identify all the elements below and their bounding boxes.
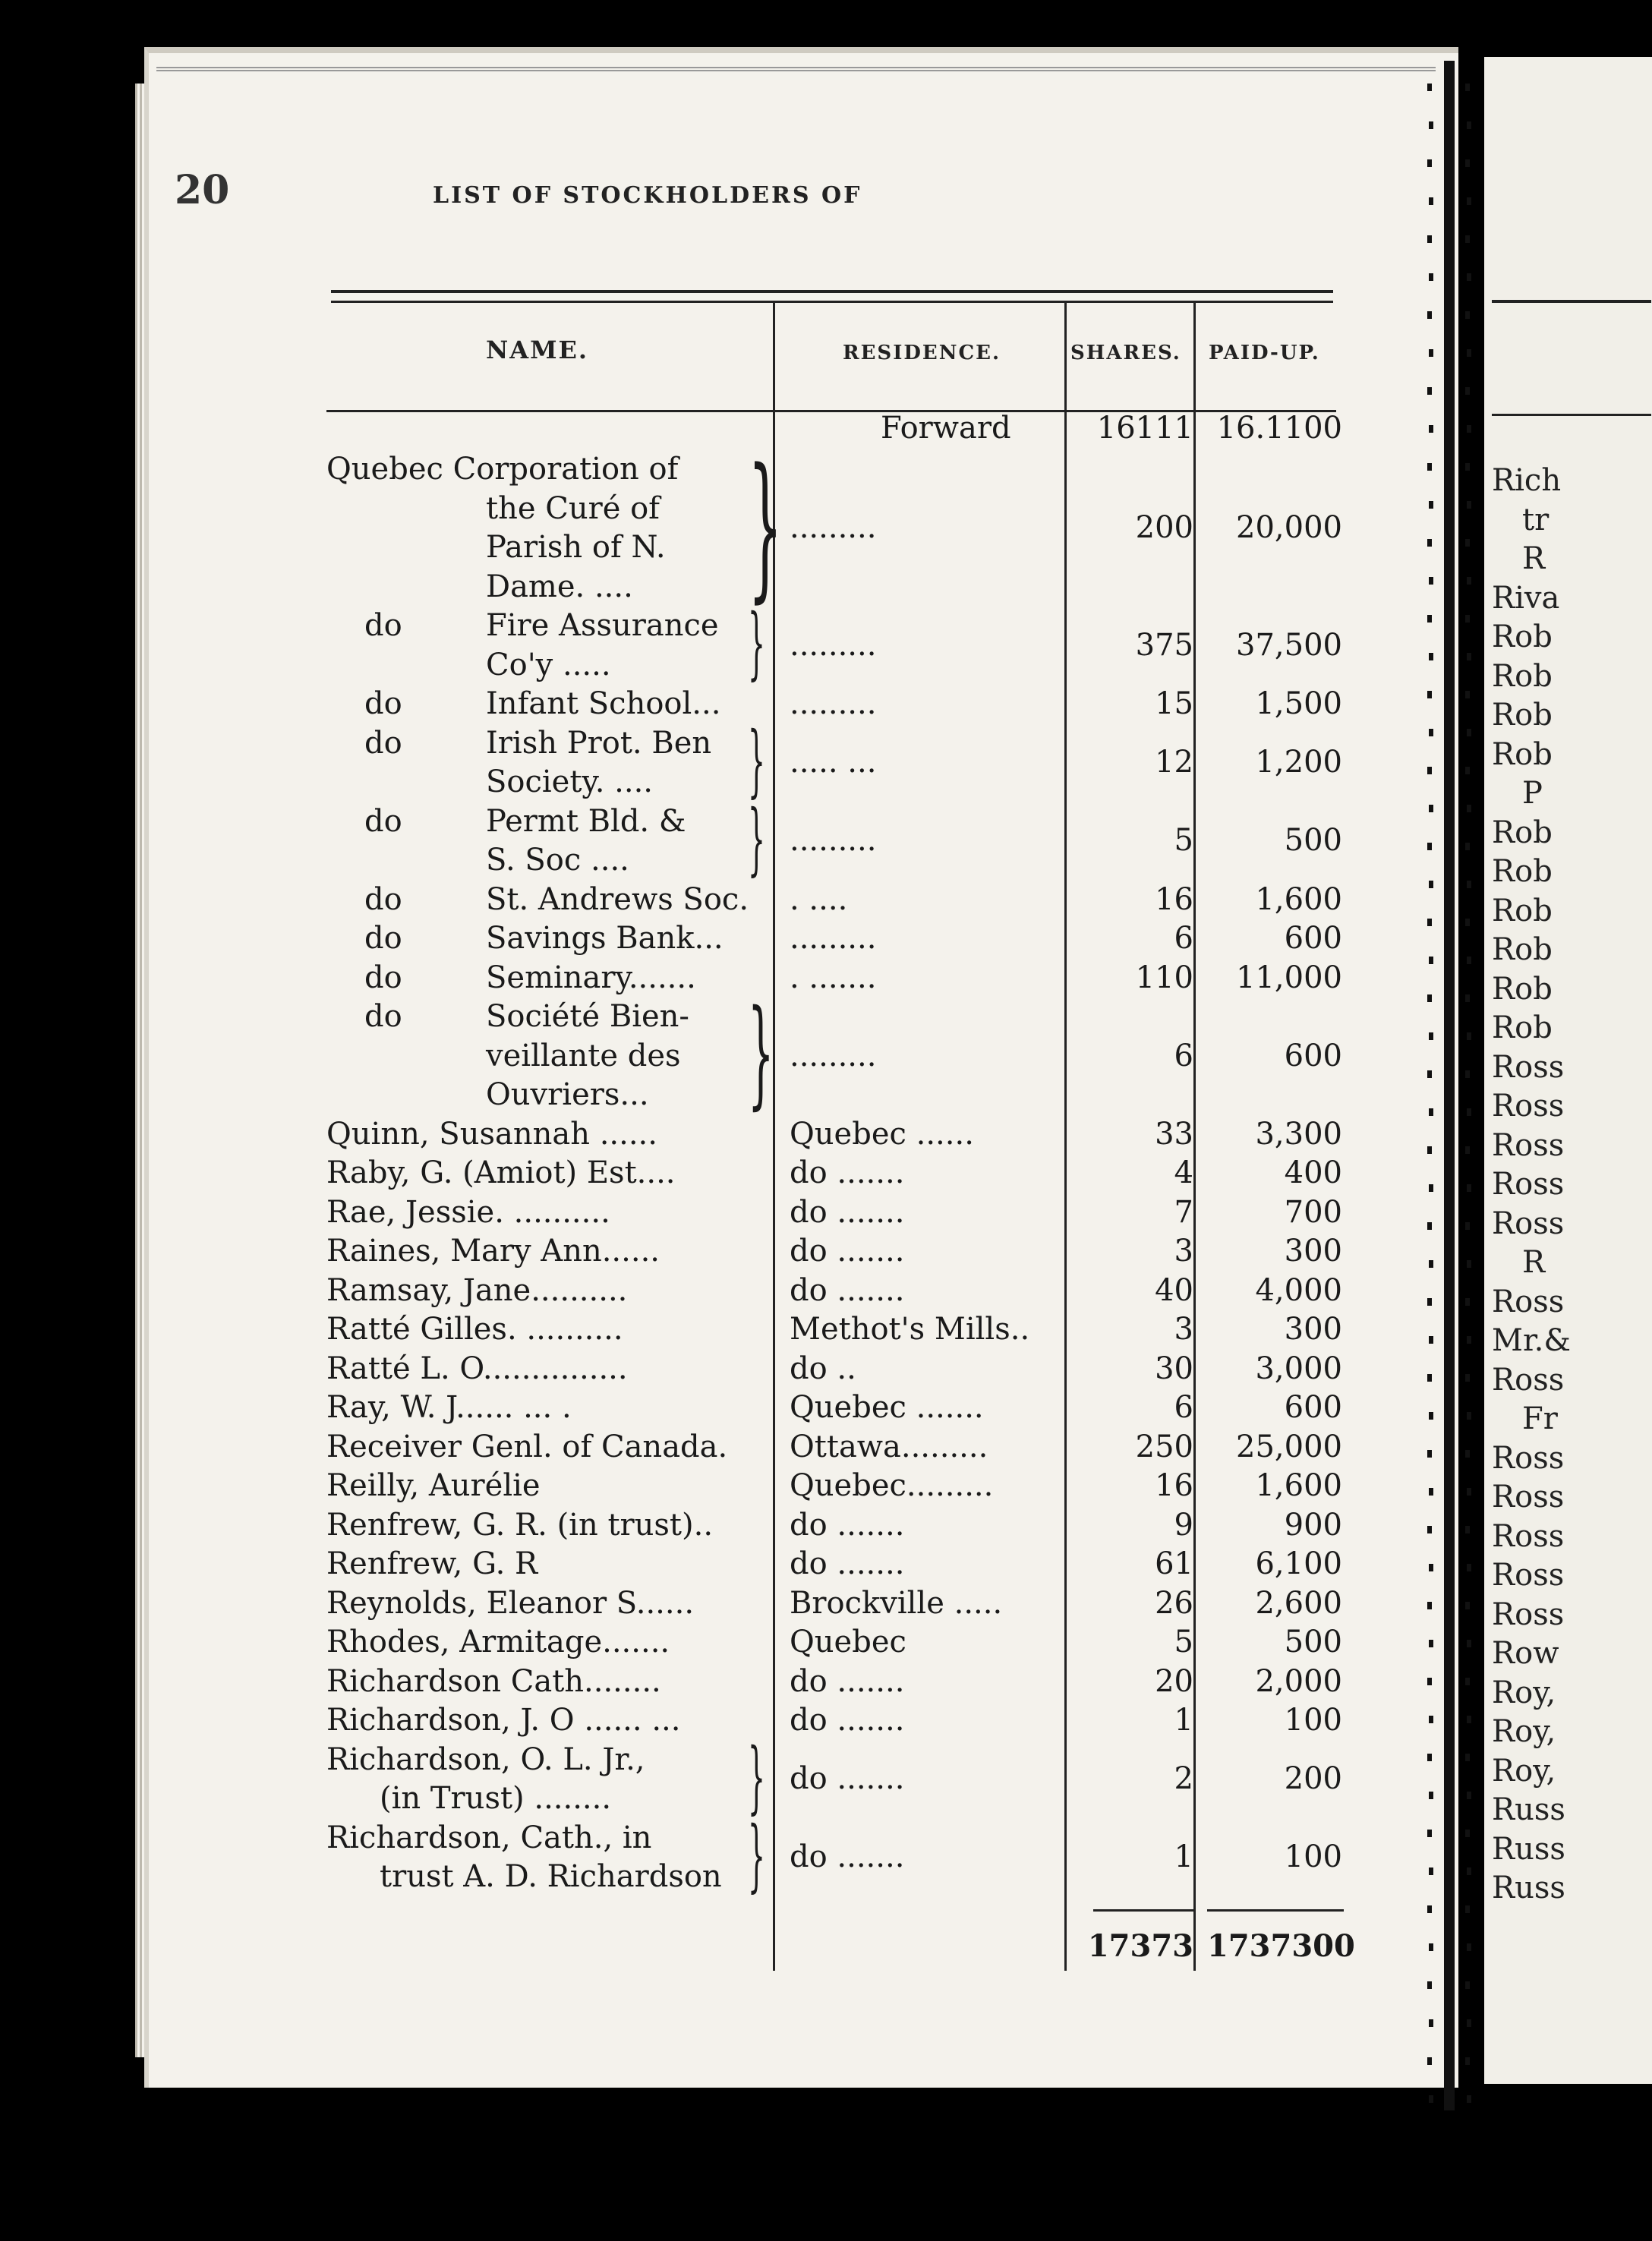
binding-dot xyxy=(1429,1868,1433,1875)
right-page-line: Ross xyxy=(1492,1127,1565,1163)
brace-icon: } xyxy=(748,714,765,806)
binding-dot xyxy=(1429,1336,1433,1344)
binding-dot xyxy=(1427,311,1432,319)
cell-residence: do .. xyxy=(790,1351,856,1386)
cell-residence: ..... ... xyxy=(790,745,877,780)
cell-paid: 37,500 xyxy=(1236,627,1342,663)
binding-dot xyxy=(1427,1905,1432,1913)
cell-shares: 30 xyxy=(1155,1351,1193,1386)
binding-dot xyxy=(1429,1184,1433,1192)
binding-dot xyxy=(1465,691,1470,698)
cell-shares: 1 xyxy=(1174,1839,1193,1875)
binding-dot xyxy=(1427,1374,1432,1382)
cell-shares: 4 xyxy=(1174,1155,1193,1190)
right-page-line: Russ xyxy=(1492,1871,1565,1905)
binding-dot xyxy=(1427,919,1432,926)
stockholder-name: Savings Bank... xyxy=(486,921,724,956)
stockholder-name: Quebec Corporation of xyxy=(326,452,679,487)
binding-dot xyxy=(1465,1222,1470,1230)
right-page-line: Rob xyxy=(1492,1010,1553,1045)
stockholder-name: Raby, G. (Amiot) Est.... xyxy=(326,1155,676,1190)
cell-paid: 600 xyxy=(1284,1038,1342,1073)
binding-dot xyxy=(1465,1678,1470,1685)
right-page-line: Rob xyxy=(1492,658,1553,694)
cell-shares: 61 xyxy=(1155,1546,1193,1581)
binding-dot xyxy=(1465,539,1470,547)
cell-paid: 1,600 xyxy=(1255,1468,1342,1503)
binding-dot xyxy=(1465,843,1470,850)
cell-residence: do ....... xyxy=(790,1761,905,1797)
right-page-line: Ross xyxy=(1492,1518,1565,1554)
stockholder-name: Ratté Gilles. .......... xyxy=(326,1312,623,1347)
right-page-line: Rich xyxy=(1492,463,1562,498)
ditto-prefix: do xyxy=(364,725,402,761)
stockholder-name: S. Soc .... xyxy=(486,843,629,878)
cell-paid: 2,600 xyxy=(1255,1585,1342,1621)
stockholder-name: Rae, Jessie. .......... xyxy=(326,1194,610,1230)
binding-dot xyxy=(1429,1564,1433,1571)
binding-dot xyxy=(1429,349,1433,357)
cell-paid: 2,000 xyxy=(1255,1663,1342,1699)
binding-dot xyxy=(1427,1146,1432,1154)
col-header-name: NAME. xyxy=(486,336,589,364)
book-gutter xyxy=(1427,61,1480,2110)
binding-dot xyxy=(1427,767,1432,774)
right-page-line: Ross xyxy=(1492,1480,1565,1514)
cell-shares: 16 xyxy=(1155,1468,1193,1503)
cell-residence: ......... xyxy=(790,686,877,721)
stockholder-name: Reilly, Aurélie xyxy=(326,1468,541,1503)
forward-paid: 16.1100 xyxy=(1216,411,1342,446)
binding-dot xyxy=(1465,1905,1470,1913)
cell-paid: 3,300 xyxy=(1255,1116,1342,1152)
cell-residence: ......... xyxy=(790,627,877,663)
cell-residence: Methot's Mills.. xyxy=(790,1312,1030,1347)
binding-dot xyxy=(1427,1450,1432,1458)
cell-shares: 7 xyxy=(1174,1194,1193,1230)
binding-dot xyxy=(1429,121,1433,129)
binding-dot xyxy=(1427,387,1432,395)
top-rule xyxy=(156,67,1436,71)
binding-dot xyxy=(1427,691,1432,698)
right-page-line: Ross xyxy=(1492,1089,1565,1124)
cell-residence: ......... xyxy=(790,921,877,956)
cell-residence: do ....... xyxy=(790,1272,905,1308)
binding-dot xyxy=(1427,615,1432,622)
brace-icon: } xyxy=(748,597,765,689)
binding-dot xyxy=(1429,1412,1433,1420)
binding-dot xyxy=(1467,1640,1471,1647)
cell-paid: 1,600 xyxy=(1255,881,1342,917)
binding-dot xyxy=(1465,311,1470,319)
binding-dot xyxy=(1467,1184,1471,1192)
cell-paid: 200 xyxy=(1284,1761,1342,1797)
forward-shares: 16111 xyxy=(1096,411,1193,446)
binding-dot xyxy=(1467,2019,1471,2027)
binding-dot xyxy=(1465,994,1470,1002)
ditto-prefix: do xyxy=(364,608,402,643)
binding-dot xyxy=(1429,805,1433,812)
right-page-line: Rob xyxy=(1492,815,1553,850)
cell-residence: ......... xyxy=(790,510,877,546)
right-page-rule xyxy=(1492,300,1651,303)
binding-dot xyxy=(1429,2019,1433,2027)
binding-dot xyxy=(1427,994,1432,1002)
binding-dot xyxy=(1429,1716,1433,1723)
ditto-prefix: do xyxy=(364,686,402,721)
cell-paid: 600 xyxy=(1284,921,1342,956)
binding-dot xyxy=(1467,1336,1471,1344)
right-page-line: Ross xyxy=(1492,1167,1565,1202)
cell-shares: 9 xyxy=(1174,1507,1193,1543)
right-page-line: Ross xyxy=(1492,1049,1565,1085)
cell-paid: 100 xyxy=(1284,1703,1342,1738)
cell-paid: 400 xyxy=(1284,1155,1342,1190)
right-page-line: Ross xyxy=(1492,1284,1565,1319)
stockholder-name: Reynolds, Eleanor S...... xyxy=(326,1585,695,1621)
stockholder-name: Ouvriers... xyxy=(486,1077,649,1112)
right-page-line: Ross xyxy=(1492,1558,1565,1593)
cell-shares: 16 xyxy=(1155,881,1193,917)
cell-shares: 26 xyxy=(1155,1585,1193,1621)
stockholder-name: Ramsay, Jane.......... xyxy=(326,1272,628,1308)
binding-dot xyxy=(1467,1868,1471,1875)
binding-dot xyxy=(1429,577,1433,585)
right-page-line: Rob xyxy=(1492,854,1553,889)
binding-dot xyxy=(1467,121,1471,129)
binding-dot xyxy=(1465,1374,1470,1382)
brace-icon: } xyxy=(748,793,765,884)
cell-paid: 6,100 xyxy=(1255,1546,1342,1581)
binding-dot xyxy=(1467,805,1471,812)
cell-paid: 300 xyxy=(1284,1234,1342,1269)
right-page-line: Ross xyxy=(1492,1206,1565,1241)
right-page-line: Ross xyxy=(1492,1362,1565,1398)
binding-dot xyxy=(1467,729,1471,736)
right-page-line: Mr.& xyxy=(1492,1323,1572,1358)
cell-shares: 375 xyxy=(1135,627,1193,663)
binding-dot xyxy=(1465,1146,1470,1154)
binding-dot xyxy=(1465,1830,1470,1837)
cell-residence: ......... xyxy=(790,823,877,859)
binding-dot xyxy=(1427,1678,1432,1685)
stockholder-name: St. Andrews Soc. xyxy=(486,881,749,917)
total-paid: 1737300 xyxy=(1207,1928,1355,1964)
cell-shares: 40 xyxy=(1155,1272,1193,1308)
right-page-line: Riva xyxy=(1492,580,1560,616)
right-page-line: Rob xyxy=(1492,698,1553,733)
cell-residence: do ....... xyxy=(790,1194,905,1230)
binding-dot xyxy=(1429,729,1433,736)
cell-paid: 1,500 xyxy=(1255,686,1342,721)
right-page-line: Roy, xyxy=(1492,1753,1556,1789)
right-page-line: tr xyxy=(1522,502,1550,537)
right-page-line: Russ xyxy=(1492,1831,1565,1867)
cell-shares: 5 xyxy=(1174,823,1193,859)
binding-dot xyxy=(1427,1981,1432,1989)
ditto-prefix: do xyxy=(364,881,402,917)
cell-shares: 110 xyxy=(1135,960,1193,995)
binding-dot xyxy=(1427,1526,1432,1533)
binding-dot xyxy=(1465,1070,1470,1078)
binding-dot xyxy=(1429,273,1433,281)
forward-label: Forward xyxy=(881,411,1011,446)
stockholder-name: Ray, W. J...... ... . xyxy=(326,1390,572,1425)
binding-dot xyxy=(1427,1602,1432,1609)
binding-dot xyxy=(1465,159,1470,167)
binding-dot xyxy=(1429,1943,1433,1951)
binding-dot xyxy=(1465,1754,1470,1761)
spine xyxy=(1444,61,1455,2110)
cell-paid: 11,000 xyxy=(1236,960,1342,995)
right-page-line: Roy, xyxy=(1492,1675,1556,1710)
col-header-shares: SHARES. xyxy=(1070,342,1181,364)
cell-paid: 4,000 xyxy=(1255,1272,1342,1308)
binding-dot xyxy=(1467,2095,1471,2103)
binding-dot xyxy=(1427,1222,1432,1230)
brace-icon: } xyxy=(748,985,774,1121)
cell-shares: 15 xyxy=(1155,686,1193,721)
cell-residence: do ....... xyxy=(790,1155,905,1190)
stockholder-name: Seminary....... xyxy=(486,960,696,995)
cell-paid: 1,200 xyxy=(1255,745,1342,780)
right-page-line: Rob xyxy=(1492,932,1553,967)
cell-residence: do ....... xyxy=(790,1703,905,1738)
stockholder-name: (in Trust) ........ xyxy=(380,1781,612,1816)
binding-dot xyxy=(1465,919,1470,926)
total-rule-paid xyxy=(1207,1909,1344,1912)
binding-dot xyxy=(1465,1602,1470,1609)
stockholder-name: Raines, Mary Ann...... xyxy=(326,1234,660,1269)
stockholder-name: Renfrew, G. R xyxy=(326,1546,538,1581)
right-page-line: Ross xyxy=(1492,1596,1565,1632)
right-page-line: Rob xyxy=(1492,736,1553,772)
binding-dot xyxy=(1467,1488,1471,1496)
binding-dot xyxy=(1465,1450,1470,1458)
binding-dot xyxy=(1467,425,1471,433)
binding-dot xyxy=(1467,273,1471,281)
stockholder-name: Quinn, Susannah ...... xyxy=(326,1116,657,1152)
cell-shares: 250 xyxy=(1135,1429,1193,1464)
right-page-line: Roy, xyxy=(1492,1714,1556,1749)
stockholder-name: Dame. .... xyxy=(486,569,633,604)
stockholder-name: Irish Prot. Ben xyxy=(486,725,712,761)
stockholder-name: Co'y ..... xyxy=(486,647,611,682)
right-page-line: R xyxy=(1522,1245,1546,1280)
binding-dot xyxy=(1465,767,1470,774)
divider-shares-paid xyxy=(1193,301,1196,1971)
col-header-paid: PAID-UP. xyxy=(1209,342,1320,364)
brace-icon: } xyxy=(748,1809,765,1901)
binding-dot xyxy=(1427,1754,1432,1761)
cell-residence: Quebec ....... xyxy=(790,1390,984,1425)
stockholder-name: Ratté L. O............... xyxy=(326,1351,628,1386)
ditto-prefix: do xyxy=(364,999,402,1034)
cell-shares: 20 xyxy=(1155,1663,1193,1699)
binding-dot xyxy=(1429,1640,1433,1647)
cell-paid: 25,000 xyxy=(1236,1429,1342,1464)
binding-dot xyxy=(1467,1792,1471,1799)
cell-residence: . ....... xyxy=(790,960,877,995)
binding-dot xyxy=(1427,1830,1432,1837)
binding-dot xyxy=(1429,1032,1433,1040)
binding-dot xyxy=(1427,2057,1432,2065)
stockholder-name: Renfrew, G. R. (in trust).. xyxy=(326,1507,714,1543)
binding-dot xyxy=(1427,84,1432,91)
binding-dot xyxy=(1467,1716,1471,1723)
ditto-prefix: do xyxy=(364,960,402,995)
total-rule-shares xyxy=(1093,1909,1196,1912)
cell-residence: Quebec xyxy=(790,1625,906,1659)
cell-paid: 500 xyxy=(1284,1625,1342,1659)
stockholder-name: Rhodes, Armitage....... xyxy=(326,1625,670,1659)
cell-paid: 500 xyxy=(1284,823,1342,859)
binding-dot xyxy=(1429,1260,1433,1268)
binding-dot xyxy=(1467,197,1471,205)
cell-residence: . .... xyxy=(790,881,848,917)
stockholder-name: the Curé of xyxy=(486,490,660,526)
binding-dot xyxy=(1467,881,1471,888)
cell-paid: 900 xyxy=(1284,1507,1342,1543)
binding-dot xyxy=(1467,577,1471,585)
cell-residence: Ottawa......... xyxy=(790,1429,988,1464)
cell-residence: do ....... xyxy=(790,1546,905,1581)
cell-shares: 33 xyxy=(1155,1116,1193,1152)
stockholder-name: trust A. D. Richardson xyxy=(380,1859,722,1894)
binding-dot xyxy=(1467,1412,1471,1420)
binding-dot xyxy=(1429,1108,1433,1116)
binding-dot xyxy=(1429,1792,1433,1799)
right-page-line: Rob xyxy=(1492,971,1553,1007)
stockholder-name: Richardson, O. L. Jr., xyxy=(326,1741,645,1777)
right-page-rule xyxy=(1492,414,1651,416)
cell-paid: 700 xyxy=(1284,1194,1342,1230)
page-title: LIST OF STOCKHOLDERS OF xyxy=(433,182,862,209)
cell-shares: 6 xyxy=(1174,1038,1193,1073)
cell-paid: 300 xyxy=(1284,1312,1342,1347)
binding-dot xyxy=(1429,881,1433,888)
cell-residence: do ....... xyxy=(790,1663,905,1699)
binding-dot xyxy=(1427,539,1432,547)
cell-residence: Quebec ...... xyxy=(790,1116,974,1152)
binding-dot xyxy=(1467,1260,1471,1268)
cell-residence: do ....... xyxy=(790,1507,905,1543)
cell-shares: 1 xyxy=(1174,1703,1193,1738)
cell-shares: 200 xyxy=(1135,510,1193,546)
brace-icon: } xyxy=(748,435,783,617)
cell-shares: 6 xyxy=(1174,1390,1193,1425)
cell-shares: 6 xyxy=(1174,921,1193,956)
binding-dot xyxy=(1467,1032,1471,1040)
binding-dot xyxy=(1465,235,1470,243)
binding-dot xyxy=(1465,387,1470,395)
binding-dot xyxy=(1429,425,1433,433)
binding-dot xyxy=(1467,1943,1471,1951)
cell-shares: 3 xyxy=(1174,1312,1193,1347)
binding-dot xyxy=(1465,615,1470,622)
right-page xyxy=(1484,57,1652,2084)
right-page-line: Ross xyxy=(1492,1440,1565,1476)
cell-residence: do ....... xyxy=(790,1234,905,1269)
binding-dot xyxy=(1429,501,1433,509)
binding-dot xyxy=(1427,159,1432,167)
stockholder-name: veillante des xyxy=(486,1038,681,1073)
binding-dot xyxy=(1467,957,1471,964)
binding-dot xyxy=(1465,2057,1470,2065)
stockholder-name: Permt Bld. & xyxy=(486,803,686,839)
right-page-line: P xyxy=(1522,776,1543,811)
cell-paid: 100 xyxy=(1284,1839,1342,1875)
cell-residence: Quebec......... xyxy=(790,1468,994,1503)
cell-residence: do ....... xyxy=(790,1839,905,1875)
stockholder-name: Receiver Genl. of Canada. xyxy=(326,1429,728,1464)
right-page-line: R xyxy=(1522,541,1546,576)
binding-dot xyxy=(1429,957,1433,964)
binding-dot xyxy=(1467,349,1471,357)
binding-dot xyxy=(1465,84,1470,91)
binding-dot xyxy=(1465,1298,1470,1306)
binding-dot xyxy=(1427,1298,1432,1306)
cell-shares: 2 xyxy=(1174,1761,1193,1797)
binding-dot xyxy=(1427,235,1432,243)
stockholder-name: Society. .... xyxy=(486,764,653,799)
stockholder-name: Richardson, Cath., in xyxy=(326,1820,652,1855)
ditto-prefix: do xyxy=(364,803,402,839)
stockholder-name: Richardson Cath........ xyxy=(326,1663,661,1699)
brace-icon: } xyxy=(748,1731,765,1823)
cell-residence: ......... xyxy=(790,1038,877,1073)
stockholder-name: Richardson, J. O ...... ... xyxy=(326,1703,681,1738)
binding-dot xyxy=(1429,653,1433,660)
binding-dot xyxy=(1467,501,1471,509)
stockholder-name: Infant School... xyxy=(486,686,721,721)
binding-dot xyxy=(1427,463,1432,471)
ditto-prefix: do xyxy=(364,921,402,956)
cell-paid: 20,000 xyxy=(1236,510,1342,546)
binding-dot xyxy=(1465,463,1470,471)
stockholder-name: Parish of N. xyxy=(486,530,666,565)
header-rule-top xyxy=(331,290,1333,303)
binding-dot xyxy=(1465,1526,1470,1533)
stockholder-name: Fire Assurance xyxy=(486,608,719,643)
right-page-line: Fr xyxy=(1522,1401,1558,1436)
cell-shares: 12 xyxy=(1155,745,1193,780)
right-page-line: Row xyxy=(1492,1636,1559,1671)
cell-paid: 3,000 xyxy=(1255,1351,1342,1386)
binding-dot xyxy=(1467,1564,1471,1571)
cell-paid: 600 xyxy=(1284,1390,1342,1425)
page-number: 20 xyxy=(175,167,230,213)
binding-dot xyxy=(1467,653,1471,660)
binding-dot xyxy=(1427,1070,1432,1078)
right-page-line: Russ xyxy=(1492,1792,1565,1827)
binding-dot xyxy=(1427,843,1432,850)
right-page-line: Rob xyxy=(1492,619,1553,654)
binding-dot xyxy=(1429,1488,1433,1496)
binding-dot xyxy=(1467,1108,1471,1116)
cell-residence: Brockville ..... xyxy=(790,1585,1003,1621)
col-header-residence: RESIDENCE. xyxy=(843,342,1001,364)
right-page-line: Rob xyxy=(1492,893,1553,928)
binding-dot xyxy=(1429,197,1433,205)
cell-shares: 3 xyxy=(1174,1234,1193,1269)
total-shares: 17373 xyxy=(1087,1928,1193,1964)
binding-dot xyxy=(1465,1981,1470,1989)
stockholder-name: Société Bien- xyxy=(486,999,689,1034)
cell-shares: 5 xyxy=(1174,1625,1193,1659)
binding-dot xyxy=(1429,2095,1433,2103)
